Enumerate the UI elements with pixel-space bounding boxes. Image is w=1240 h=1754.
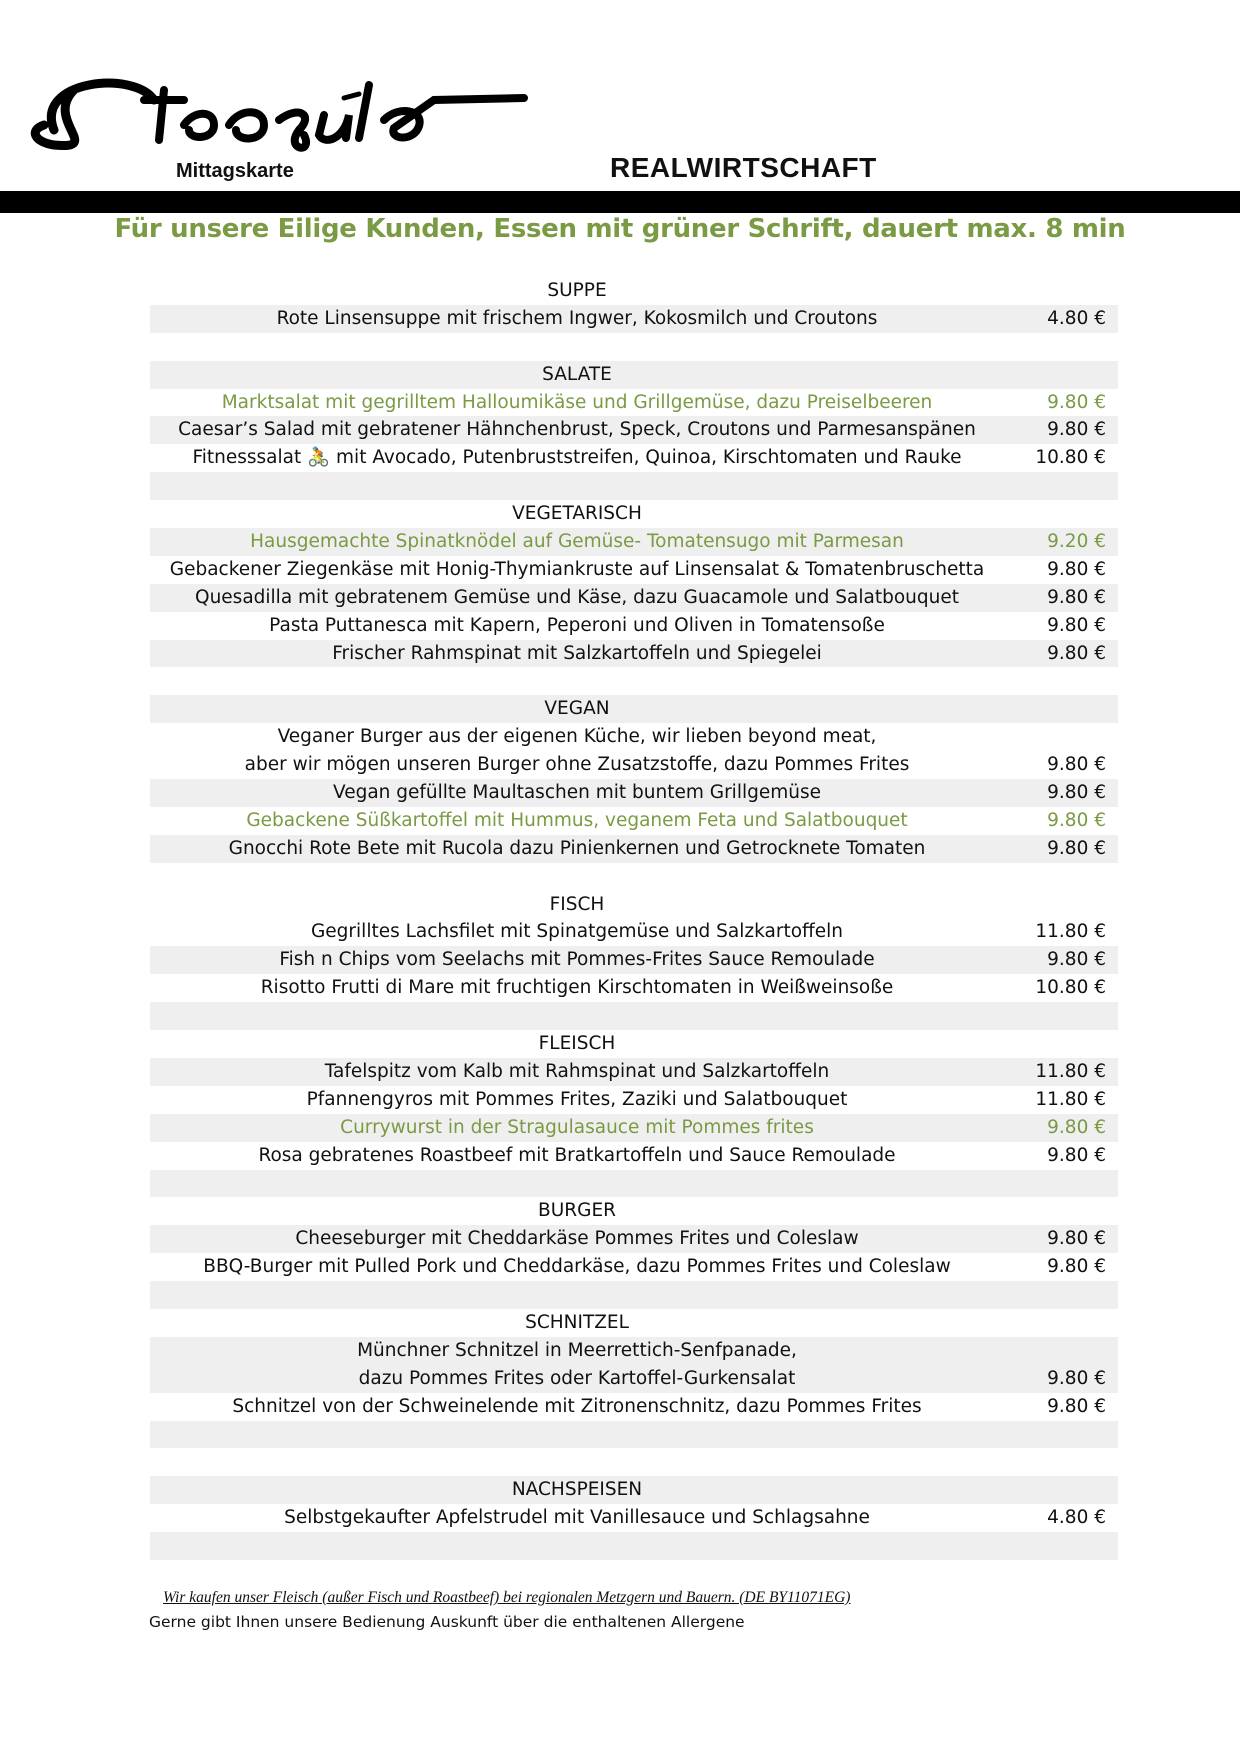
spacer-row [150, 1532, 1118, 1560]
dish-price: 9.80 € [1047, 419, 1106, 441]
dish-description: Pasta Puttanesca mit Kapern, Peperoni und Oliven in Tomatensoße [269, 614, 885, 636]
dish-description: Vegan gefüllte Maultaschen mit buntem Grillgemüse [332, 782, 821, 804]
section-heading-row [150, 891, 1118, 919]
header-divider-bar [0, 191, 1240, 213]
section-heading: SALATE [542, 363, 612, 385]
menu-subtitle: Mittagskarte [176, 160, 294, 182]
section-heading: SUPPE [547, 280, 607, 301]
section-heading-row [150, 1030, 1118, 1058]
section-heading: SCHNITZEL [525, 1311, 629, 1333]
dish-description: Fitnesssalat 🚴 mit Avocado, Putenbruststreifen, Quinoa, Kirschtomaten und Rauke [192, 447, 962, 469]
menu-item-row [150, 612, 1118, 640]
section-heading: NACHSPEISEN [511, 1479, 643, 1501]
section-heading: VEGAN [544, 698, 610, 720]
dish-description: Frischer Rahmspinat mit Salzkartoffeln und Spiegelei [332, 642, 822, 664]
dish-price: 9.80 € [1047, 1116, 1106, 1138]
spacer-row [150, 1002, 1118, 1030]
dish-description: Caesar’s Salad mit gebratener Hähnchenbrust, Speck, Croutons und Parmesanspänen [178, 419, 976, 441]
menu-item-row [150, 1142, 1118, 1170]
menu-item-row [150, 1365, 1118, 1393]
menu-item-row [150, 1225, 1118, 1253]
section-heading-row [150, 695, 1118, 723]
spacer-row [150, 472, 1118, 500]
menu-item-row [150, 389, 1118, 417]
spacer-row [150, 1281, 1118, 1309]
restaurant-tagline: REALWIRTSCHAFT [610, 152, 877, 183]
dish-price: 9.80 € [1047, 614, 1106, 636]
dish-description: Currywurst in der Stragulasauce mit Pommes frites [340, 1116, 814, 1138]
stragula-logo-mark [14, 60, 534, 160]
dish-description: Münchner Schnitzel in Meerrettich-Senfpanade, [357, 1339, 797, 1361]
dish-description: dazu Pommes Frites oder Kartoffel-Gurkensalat [358, 1367, 796, 1389]
dish-description: BBQ-Burger mit Pulled Pork und Cheddarkäse, dazu Pommes Frites und Coleslaw [203, 1256, 951, 1278]
dish-description: Pfannengyros mit Pommes Frites, Zaziki und Salatbouquet [306, 1088, 848, 1110]
dish-description: Hausgemachte Spinatknödel auf Gemüse- Tomatensugo mit Parmesan [250, 531, 904, 553]
dish-price: 9.20 € [1047, 531, 1106, 553]
dish-price: 9.80 € [1047, 1256, 1106, 1278]
dish-price: 10.80 € [1035, 977, 1106, 999]
dish-description: Rote Linsensuppe mit frischem Ingwer, Kokosmilch und Croutons [276, 307, 878, 329]
quick-meal-notice: Für unsere Eilige Kunden, Essen mit grüner Schrift, dauert max. 8 min [114, 214, 1126, 244]
spacer-row [150, 1421, 1118, 1449]
dish-price: 9.80 € [1047, 949, 1106, 971]
dish-price: 9.80 € [1047, 1395, 1106, 1417]
dish-price: 9.80 € [1047, 809, 1106, 831]
spacer-row [150, 1170, 1118, 1198]
dish-price: 9.80 € [1047, 586, 1106, 608]
menu-item-row [150, 528, 1118, 556]
section-heading-row [150, 1309, 1118, 1337]
spacer-row [150, 333, 1118, 361]
section-heading-row [150, 361, 1118, 389]
dish-description: Marktsalat mit gegrilltem Halloumikäse und Grillgemüse, dazu Preiselbeeren [221, 391, 933, 413]
dish-price: 9.80 € [1047, 558, 1106, 580]
dish-price: 9.80 € [1047, 1228, 1106, 1250]
menu-item-row [150, 416, 1118, 444]
dish-description: Risotto Frutti di Mare mit fruchtigen Kirschtomaten in Weißweinsoße [260, 977, 894, 999]
dish-description: Tafelspitz vom Kalb mit Rahmspinat und Salzkartoffeln [324, 1060, 830, 1082]
dish-description: Fish n Chips vom Seelachs mit Pommes-Frites Sauce Remoulade [279, 949, 875, 971]
section-heading-row [150, 1197, 1118, 1225]
spacer-row [150, 1448, 1118, 1476]
logo [14, 60, 534, 160]
menu-item-row [150, 1114, 1118, 1142]
menu-item-row [150, 807, 1118, 835]
section-heading: FISCH [549, 893, 605, 915]
dish-description: Gnocchi Rote Bete mit Rucola dazu Pinienkernen und Getrocknete Tomaten [228, 837, 926, 859]
dish-price: 4.80 € [1047, 307, 1106, 329]
dish-price: 9.80 € [1047, 837, 1106, 859]
dish-description: Gebackene Süßkartoffel mit Hummus, veganem Feta und Salatbouquet [246, 809, 908, 831]
spacer-row [150, 667, 1118, 695]
section-heading-row [150, 500, 1118, 528]
menu-item-row [150, 946, 1118, 974]
dish-description: Quesadilla mit gebratenem Gemüse und Käse, dazu Guacamole und Salatbouquet [195, 586, 959, 608]
menu-item-row [150, 1058, 1118, 1086]
menu-item-row [150, 444, 1118, 472]
dish-price: 9.80 € [1047, 1144, 1106, 1166]
menu-item-row [150, 1504, 1118, 1532]
dish-description: Cheeseburger mit Cheddarkäse Pommes Frites und Coleslaw [295, 1228, 859, 1250]
dish-description: Gebackener Ziegenkäse mit Honig-Thymiankruste auf Linsensalat & Tomatenbruschetta [169, 558, 985, 580]
menu-item-row [150, 640, 1118, 668]
menu-item-row [150, 918, 1118, 946]
dish-price: 10.80 € [1035, 447, 1106, 469]
section-heading-row [150, 1476, 1118, 1504]
menu-item-row [150, 305, 1118, 333]
menu-item-row [150, 779, 1118, 807]
footer-allergen-note: Gerne gibt Ihnen unsere Bedienung Auskunft über die enthaltenen Allergene [149, 1613, 745, 1631]
menu-item-row [150, 1337, 1118, 1365]
dish-price: 9.80 € [1047, 754, 1106, 776]
menu-item-row [150, 835, 1118, 863]
dish-price: 9.80 € [1047, 391, 1106, 413]
menu-item-row [150, 556, 1118, 584]
section-heading: FLEISCH [538, 1033, 616, 1055]
dish-price: 11.80 € [1035, 1060, 1106, 1082]
dish-price: 9.80 € [1047, 782, 1106, 804]
menu-item-row [150, 1086, 1118, 1114]
footer-meat-origin: Wir kaufen unser Fleisch (außer Fisch und Roastbeef) bei regionalen Metzgern und Bauern. (DE BY11071EG) [163, 1589, 851, 1606]
dish-description: Gegrilltes Lachsfilet mit Spinatgemüse und Salzkartoffeln [310, 921, 844, 943]
menu-item-row [150, 1393, 1118, 1421]
section-heading-row [150, 277, 1118, 305]
dish-description: Selbstgekaufter Apfelstrudel mit Vanillesauce und Schlagsahne [284, 1507, 870, 1529]
dish-price: 9.80 € [1047, 642, 1106, 664]
menu-item-row [150, 584, 1118, 612]
menu-item-row [150, 751, 1118, 779]
dish-description: Schnitzel von der Schweinelende mit Zitronenschnitz, dazu Pommes Frites [232, 1395, 922, 1417]
dish-description: Rosa gebratenes Roastbeef mit Bratkartoffeln und Sauce Remoulade [258, 1144, 896, 1166]
dish-description: Veganer Burger aus der eigenen Küche, wir lieben beyond meat, [277, 726, 877, 748]
menu-item-row [150, 974, 1118, 1002]
dish-price: 11.80 € [1035, 921, 1106, 943]
spacer-row [150, 863, 1118, 891]
menu-item-row [150, 1253, 1118, 1281]
menu-list [150, 277, 1118, 1560]
dish-description: aber wir mögen unseren Burger ohne Zusatzstoffe, dazu Pommes Frites [244, 754, 910, 776]
dish-price: 9.80 € [1047, 1367, 1106, 1389]
menu-item-row [150, 723, 1118, 751]
dish-price: 4.80 € [1047, 1507, 1106, 1529]
section-heading: VEGETARISCH [512, 503, 642, 525]
dish-price: 11.80 € [1035, 1088, 1106, 1110]
section-heading: BURGER [538, 1200, 616, 1222]
